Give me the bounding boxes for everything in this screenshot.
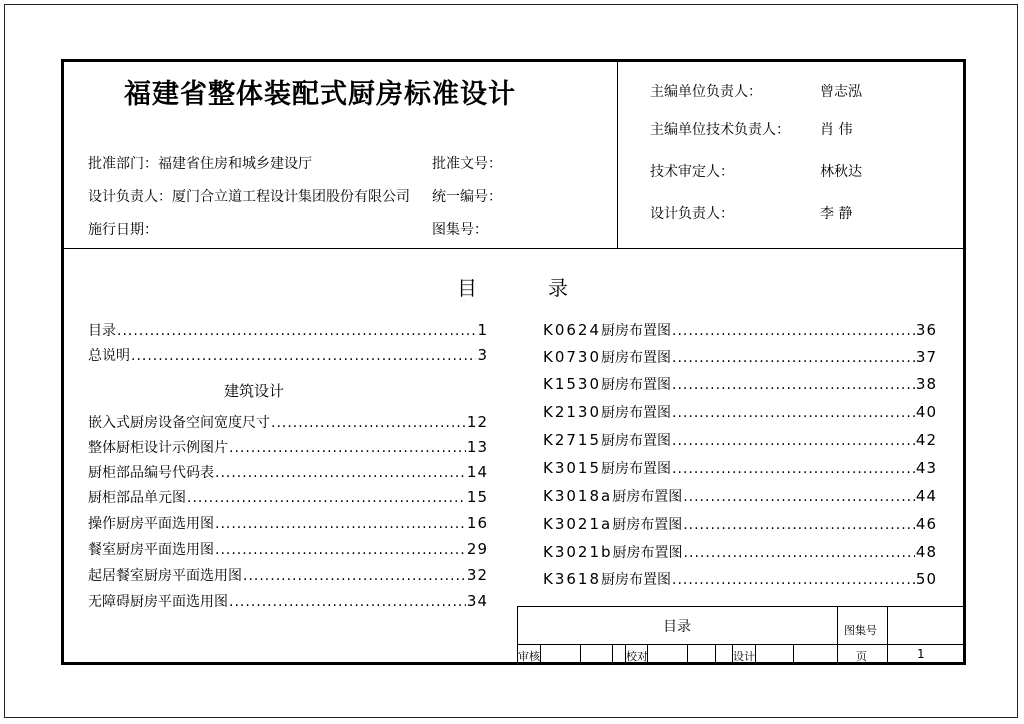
leader-dots: [672, 461, 915, 477]
effective-date: 施行日期：: [88, 222, 158, 238]
toc-entry[interactable]: [543, 402, 937, 422]
leader-dots: [683, 489, 915, 505]
toc-entry[interactable]: [543, 514, 937, 534]
toc-entry-label: 厨房布置图: [612, 489, 683, 505]
toc-entry[interactable]: [543, 486, 937, 506]
toc-entry-label: 厨房布置图: [601, 405, 672, 421]
toc-entry-page: 13: [466, 438, 488, 456]
toc-entry-label: 无障碍厨房平面选用图: [88, 594, 228, 610]
leader-dots: [271, 415, 466, 431]
toc-entry-page: 38: [915, 375, 937, 393]
toc-entry[interactable]: [88, 320, 488, 340]
toc-entry-page: 12: [466, 413, 488, 431]
toc-entry-label: 厨房布置图: [601, 433, 672, 449]
toc-entry-label: 厨房布置图: [601, 377, 672, 393]
leader-dots: [229, 594, 466, 610]
toc-entry-page: 43: [915, 459, 937, 477]
toc-entry[interactable]: [543, 347, 937, 367]
chief-tech-head-role: 主编单位技术负责人：: [650, 122, 790, 138]
toc-entry-code: K3018a: [543, 487, 613, 505]
toc-entry-label: 厨房布置图: [612, 545, 683, 561]
chief-unit-head-name: 曾志泓: [820, 84, 862, 100]
toc-entry-page: 29: [466, 540, 488, 558]
toc-entry[interactable]: [88, 412, 488, 432]
leader-dots: [215, 516, 466, 532]
design-lead-org: 设计负责人：厦门合立道工程设计集团股份有限公司: [88, 189, 410, 205]
toc-entry-page: 50: [915, 570, 937, 588]
toc-entry-label: 厨柜部品单元图: [88, 490, 186, 506]
check-label: 校对: [626, 650, 648, 663]
leader-dots: [672, 323, 915, 339]
toc-entry-code: K0730: [543, 348, 602, 366]
page-number: 1: [917, 647, 925, 661]
toc-entry-code: K2130: [543, 403, 602, 421]
toc-entry-label: 厨房布置图: [612, 517, 683, 533]
document-title: 福建省整体装配式厨房标准设计: [124, 79, 516, 110]
approval-number-label: 批准文号：: [432, 156, 502, 172]
chief-unit-head-role: 主编单位负责人：: [650, 84, 762, 100]
toc-entry-page: 16: [466, 514, 488, 532]
toc-entry-code: K3618: [543, 570, 602, 588]
section-heading: 建筑设计: [224, 382, 285, 400]
leader-dots: [684, 545, 915, 561]
leader-dots: [672, 405, 915, 421]
toc-entry-page: 44: [915, 487, 937, 505]
toc-entry[interactable]: [543, 430, 937, 450]
toc-entry-page: 3: [477, 346, 488, 364]
unified-number-label: 统一编号：: [432, 189, 502, 205]
toc-entry-label: 目录: [88, 323, 116, 339]
toc-entry[interactable]: [543, 569, 937, 589]
toc-entry-page: 34: [466, 592, 488, 610]
toc-entry[interactable]: [543, 320, 937, 340]
leader-dots: [131, 348, 476, 364]
toc-entry-page: 15: [466, 488, 488, 506]
tech-reviewer-name: 林秋达: [820, 164, 862, 180]
toc-entry[interactable]: [543, 542, 937, 562]
toc-entry-code: K3021b: [543, 543, 613, 561]
toc-entry-label: 餐室厨房平面选用图: [88, 542, 214, 558]
toc-entry[interactable]: [88, 345, 488, 365]
leader-dots: [672, 350, 915, 366]
toc-entry[interactable]: [543, 374, 937, 394]
toc-entry-page: 36: [915, 321, 937, 339]
toc-entry-label: 整体厨柜设计示例图片: [88, 440, 228, 456]
toc-entry-label: 起居餐室厨房平面选用图: [88, 568, 242, 584]
tech-reviewer-role: 技术审定人：: [650, 164, 734, 180]
toc-entry-label: 厨房布置图: [601, 323, 672, 339]
toc-entry[interactable]: [88, 591, 488, 611]
toc-entry-code: K3021a: [543, 515, 613, 533]
toc-entry-label: 厨房布置图: [601, 572, 672, 588]
leader-dots: [672, 377, 915, 393]
toc-entry-page: 42: [915, 431, 937, 449]
review-label: 审核: [518, 650, 540, 663]
toc-entry[interactable]: [88, 437, 488, 457]
toc-entry-label: 厨房布置图: [601, 461, 672, 477]
toc-entry-label: 总说明: [88, 348, 130, 364]
leader-dots: [672, 572, 915, 588]
toc-entry-label: 操作厨房平面选用图: [88, 516, 214, 532]
leader-dots: [215, 465, 466, 481]
toc-entry-label: 厨房布置图: [601, 350, 672, 366]
toc-entry-code: K3015: [543, 459, 602, 477]
toc-entry[interactable]: [88, 539, 488, 559]
page-label: 页: [856, 650, 867, 663]
toc-entry[interactable]: [543, 458, 937, 478]
design-label: 设计: [733, 650, 755, 663]
header-bottom-line: [62, 248, 964, 249]
sheet-name: 目录: [663, 619, 691, 635]
toc-entry-page: 40: [915, 403, 937, 421]
toc-entry-page: 37: [915, 348, 937, 366]
leader-dots: [672, 433, 915, 449]
toc-entry-page: 32: [466, 566, 488, 584]
toc-entry-page: 14: [466, 463, 488, 481]
toc-entry[interactable]: [88, 513, 488, 533]
toc-entry[interactable]: [88, 487, 488, 507]
leader-dots: [243, 568, 466, 584]
design-head-role: 设计负责人：: [650, 206, 734, 222]
toc-entry-label: 嵌入式厨房设备空间宽度尺寸: [88, 415, 270, 431]
toc-entry-page: 48: [915, 543, 937, 561]
leader-dots: [117, 323, 476, 339]
toc-entry-code: K1530: [543, 375, 602, 393]
leader-dots: [229, 440, 466, 456]
leader-dots: [187, 490, 466, 506]
toc-entry[interactable]: [88, 565, 488, 585]
header-divider: [617, 62, 618, 248]
toc-entry-label: 厨柜部品编号代码表: [88, 465, 214, 481]
approval-department: 批准部门：福建省住房和城乡建设厅: [88, 156, 312, 172]
title-block: [517, 606, 964, 663]
chief-tech-head-name: 肖 伟: [820, 122, 853, 138]
leader-dots: [215, 542, 466, 558]
leader-dots: [683, 517, 915, 533]
toc-heading-right: 录: [548, 276, 568, 300]
toc-entry-code: K0624: [543, 321, 602, 339]
atlas-number-cell-label: 图集号: [844, 624, 877, 637]
toc-entry-page: 1: [477, 321, 488, 339]
toc-entry-code: K2715: [543, 431, 602, 449]
atlas-number-label: 图集号：: [432, 222, 488, 238]
toc-entry[interactable]: [88, 462, 488, 482]
design-head-name: 李 静: [820, 206, 853, 222]
toc-heading-left: 目: [457, 276, 477, 300]
toc-entry-page: 46: [915, 515, 937, 533]
